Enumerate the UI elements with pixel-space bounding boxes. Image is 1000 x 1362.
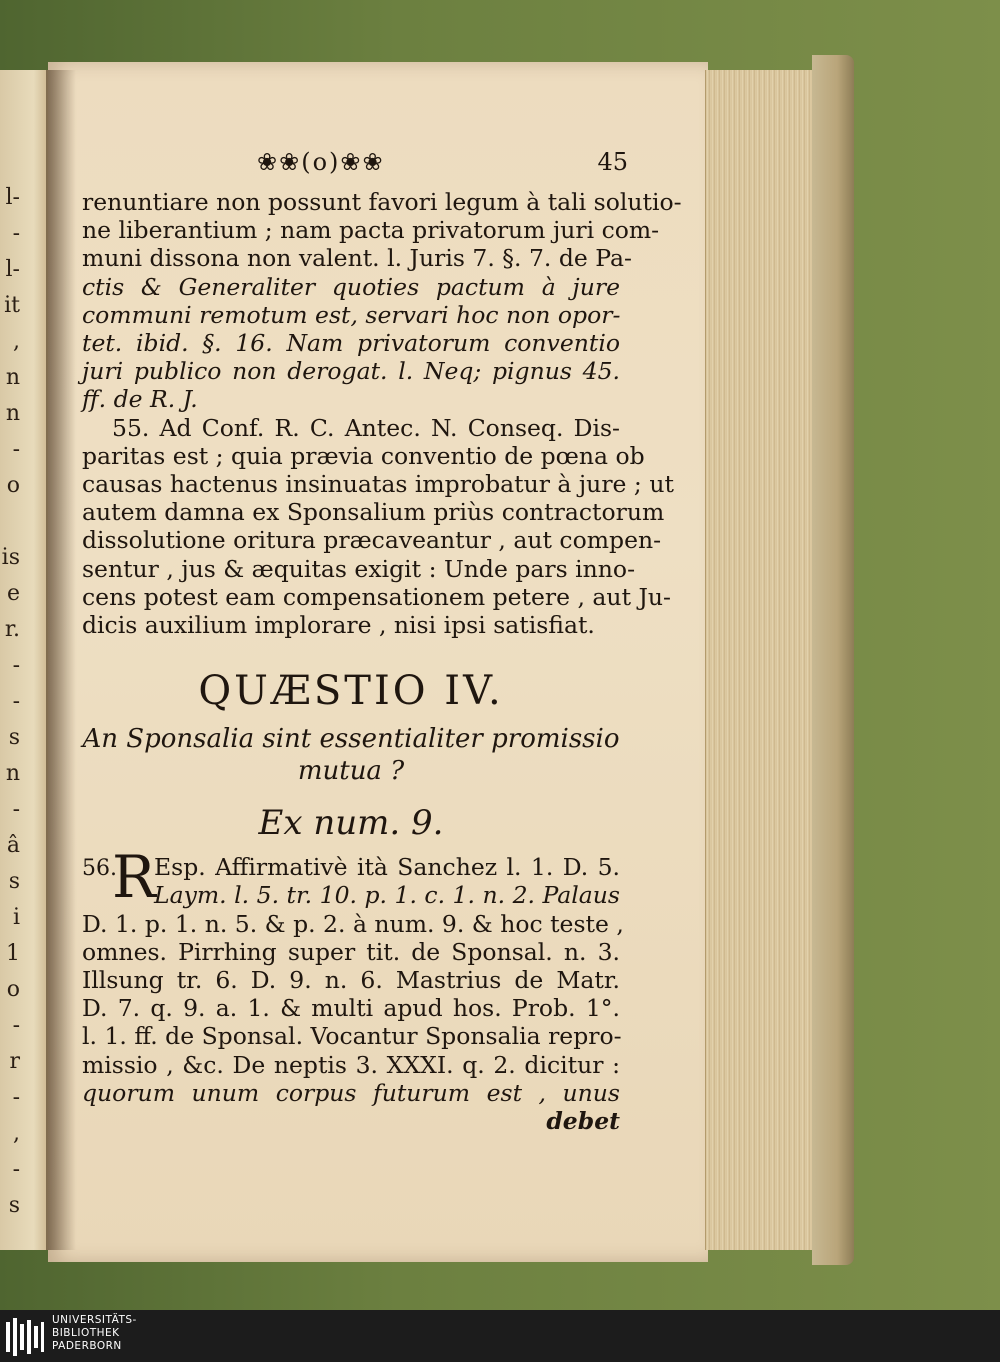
library-footer (0, 1310, 1000, 1362)
edge-letter: r. (4, 617, 20, 642)
edge-letter: it (4, 293, 20, 318)
text-line: l. 1. ff. de Sponsal. Vocantur Sponsalia repro- (82, 1022, 622, 1051)
question-line: mutua ? (297, 756, 405, 787)
library-name-line: BIBLIOTHEK (52, 1327, 120, 1339)
header-ornament: ❀❀(o)❀❀ (257, 148, 385, 176)
edge-letter: l- (5, 185, 20, 210)
library-name (52, 1314, 137, 1353)
library-logo-icon (4, 1316, 46, 1358)
facing-page-letters (0, 180, 20, 1224)
text-line: omnes. Pirrhing super tit. de Sponsal. n. 3. (82, 937, 620, 966)
edge-letter: l- (5, 257, 20, 282)
edge-letter: , (13, 1121, 20, 1146)
text-line: communi remotum est, servari hoc non opor- (82, 300, 621, 329)
edge-letter: - (12, 437, 20, 462)
library-name-line: UNIVERSITÄTS- (52, 1314, 137, 1326)
edge-letter: - (12, 797, 20, 822)
edge-letter: â (6, 833, 20, 858)
edge-letter: - (12, 1085, 20, 1110)
edge-letter: - (12, 653, 20, 678)
text-line: sentur , jus & æquitas exigit : Unde pars inno- (82, 554, 636, 583)
text-line: 55. Ad Conf. R. C. Antec. N. Conseq. Dis- (112, 413, 620, 442)
running-header (82, 148, 628, 186)
paragraph-number: 56. (82, 856, 117, 882)
text-line: juri publico non derogat. l. Neq; pignus 45. (82, 357, 620, 386)
library-name-line: PADERBORN (52, 1340, 122, 1352)
edge-letter: is (1, 545, 20, 570)
edge-letter: s (8, 725, 20, 750)
edge-letter: - (12, 1013, 20, 1038)
page-text (82, 148, 682, 1136)
text-line: quorum unum corpus futurum est , unus (82, 1078, 620, 1107)
edge-letter: s (8, 869, 20, 894)
text-line: causas hactenus insinuatas improbatur à jure ; ut (82, 470, 674, 499)
edge-letter: 1 (6, 941, 20, 966)
text-line: muni dissona non valent. l. Juris 7. §. 7. de Pa- (82, 244, 632, 273)
paragraph-56 (82, 843, 624, 1136)
edge-letter: - (12, 221, 20, 246)
facing-page-edge (0, 70, 50, 1250)
text-line: Illsung tr. 6. D. 9. n. 6. Mastrius de Matr. (82, 966, 620, 995)
text-line: renuntiare non possunt favori legum à tali solutio- (82, 188, 682, 216)
edge-letter: - (12, 689, 20, 714)
text-line: dissolutione oritura præcaveantur , aut compen- (82, 526, 662, 555)
gutter-shadow (46, 70, 76, 1250)
text-line: autem damna ex Sponsalium priùs contractorum (82, 498, 665, 527)
text-line: ff. de R. J. (82, 385, 198, 414)
text-line: dicis auxilium implorare , nisi ipsi satisfiat. (82, 611, 595, 640)
text-line: Laym. l. 5. tr. 10. p. 1. c. 1. n. 2. Palaus (154, 881, 620, 910)
drop-cap: R (112, 843, 156, 912)
section-title: QUÆSTIO IV. (198, 668, 504, 715)
reference-heading: Ex num. 9. (258, 803, 444, 844)
question-line: An Sponsalia sint essentialiter promissio (82, 724, 620, 755)
edge-letter: e (6, 581, 20, 606)
catchword: debet (546, 1107, 620, 1136)
edge-letter: - (12, 1157, 20, 1182)
edge-letter: n (5, 401, 20, 426)
paragraph-55 (82, 413, 674, 640)
paragraph-54 (82, 188, 682, 414)
edge-letter: o (6, 977, 20, 1002)
text-line: ctis & Generaliter quoties pactum à jure (82, 272, 620, 301)
edge-letter: n (5, 761, 20, 786)
text-line: ne liberantium ; nam pacta privatorum juri com- (82, 216, 660, 245)
edge-letter: i (12, 905, 20, 930)
text-line: Esp. Affirmativè ità Sanchez l. 1. D. 5. (154, 853, 620, 882)
text-line: missio , &c. De neptis 3. XXXI. q. 2. dicitur : (82, 1050, 620, 1079)
edge-letter (0, 504, 20, 540)
edge-letter: o (6, 473, 20, 498)
text-line: tet. ibid. §. 16. Nam privatorum conventio (82, 329, 620, 358)
text-line: D. 1. p. 1. n. 5. & p. 2. à num. 9. & hoc teste , (82, 909, 624, 938)
text-line: cens potest eam compensationem petere , aut Ju- (82, 582, 671, 611)
text-line: D. 7. q. 9. a. 1. & multi apud hos. Prob. 1°. (82, 994, 620, 1023)
page-block-edge (705, 70, 816, 1250)
edge-letter: n (5, 365, 20, 390)
edge-letter: s (8, 1193, 20, 1218)
edge-letter: r (9, 1049, 20, 1074)
text-line: paritas est ; quia prævia conventio de pœna ob (82, 441, 645, 470)
edge-letter: , (13, 329, 20, 354)
book-cover-edge (812, 55, 854, 1265)
page-number: 45 (597, 148, 628, 176)
